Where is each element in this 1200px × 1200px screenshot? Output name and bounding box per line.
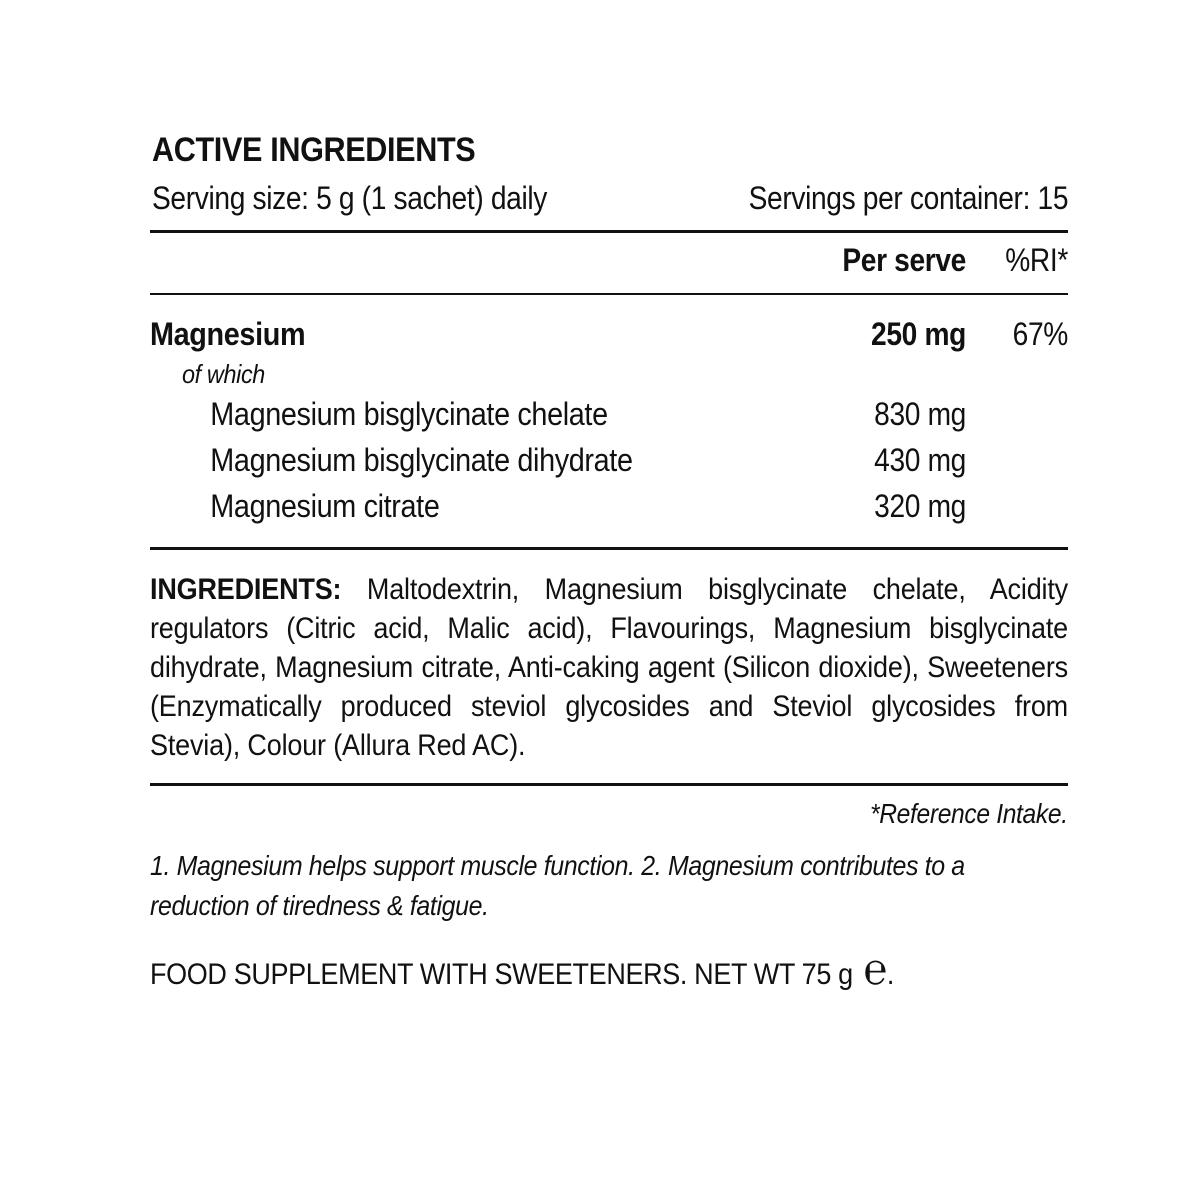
ingredients-text: Maltodextrin, Magnesium bisglycinate chelate, Acidity regulators (Citric acid, Malic acid), Flavourings, Magnesium bisglycinate dihydrate, Magnesium citrate, Anti-caking agent (Silicon dioxide), Sweeteners (Enzymatically produced steviol glycosides and Steviol glycosides from Stevia), Colour (Allura Red AC). <box>150 573 1068 762</box>
of-which-row <box>150 357 1068 391</box>
serving-size: Serving size: 5 g (1 sachet) daily <box>152 180 547 216</box>
health-claims: 1. Magnesium helps support muscle function. 2. Magnesium contributes to a reduction of tiredness & fatigue. <box>150 850 965 921</box>
reference-intake-note <box>150 794 1068 834</box>
ingredients-paragraph <box>150 570 1068 765</box>
serving-info <box>150 178 1068 218</box>
footer-text: FOOD SUPPLEMENT WITH SWEETENERS. NET WT 75 g <box>150 958 853 991</box>
supplement-label <box>150 130 1068 997</box>
sub-item-name: Magnesium citrate <box>210 488 440 524</box>
reference-intake-text: *Reference Intake. <box>870 798 1068 829</box>
main-nutrient-ri: 67% <box>1012 316 1068 352</box>
sub-item-row <box>150 437 1068 483</box>
ingredients-divider <box>150 783 1068 786</box>
of-which-label: of which <box>182 359 265 389</box>
main-nutrient-row <box>150 311 1068 357</box>
sub-item-amount: 430 mg <box>874 442 966 478</box>
main-nutrient-name: Magnesium <box>150 316 306 352</box>
sub-item-row <box>150 391 1068 437</box>
per-serve-header: Per serve <box>842 242 966 278</box>
ri-header: %RI* <box>1005 242 1068 278</box>
ingredients-label: INGREDIENTS: <box>150 573 342 606</box>
sub-item-name: Magnesium bisglycinate chelate <box>210 396 608 432</box>
column-headers <box>150 233 1068 287</box>
estimated-sign-icon: ℮ <box>863 944 887 995</box>
sub-item-amount: 320 mg <box>874 488 966 524</box>
footer-period: . <box>886 958 895 991</box>
table-bottom-divider <box>150 547 1068 550</box>
sub-item-row <box>150 483 1068 529</box>
servings-per-container: Servings per container: 15 <box>748 180 1068 216</box>
sub-item-amount: 830 mg <box>874 396 966 432</box>
sub-item-name: Magnesium bisglycinate dihydrate <box>210 442 633 478</box>
main-nutrient-amount: 250 mg <box>871 316 966 352</box>
active-ingredients-heading: ACTIVE INGREDIENTS <box>152 131 476 169</box>
footer-statement <box>150 944 976 997</box>
header-divider <box>150 293 1068 295</box>
